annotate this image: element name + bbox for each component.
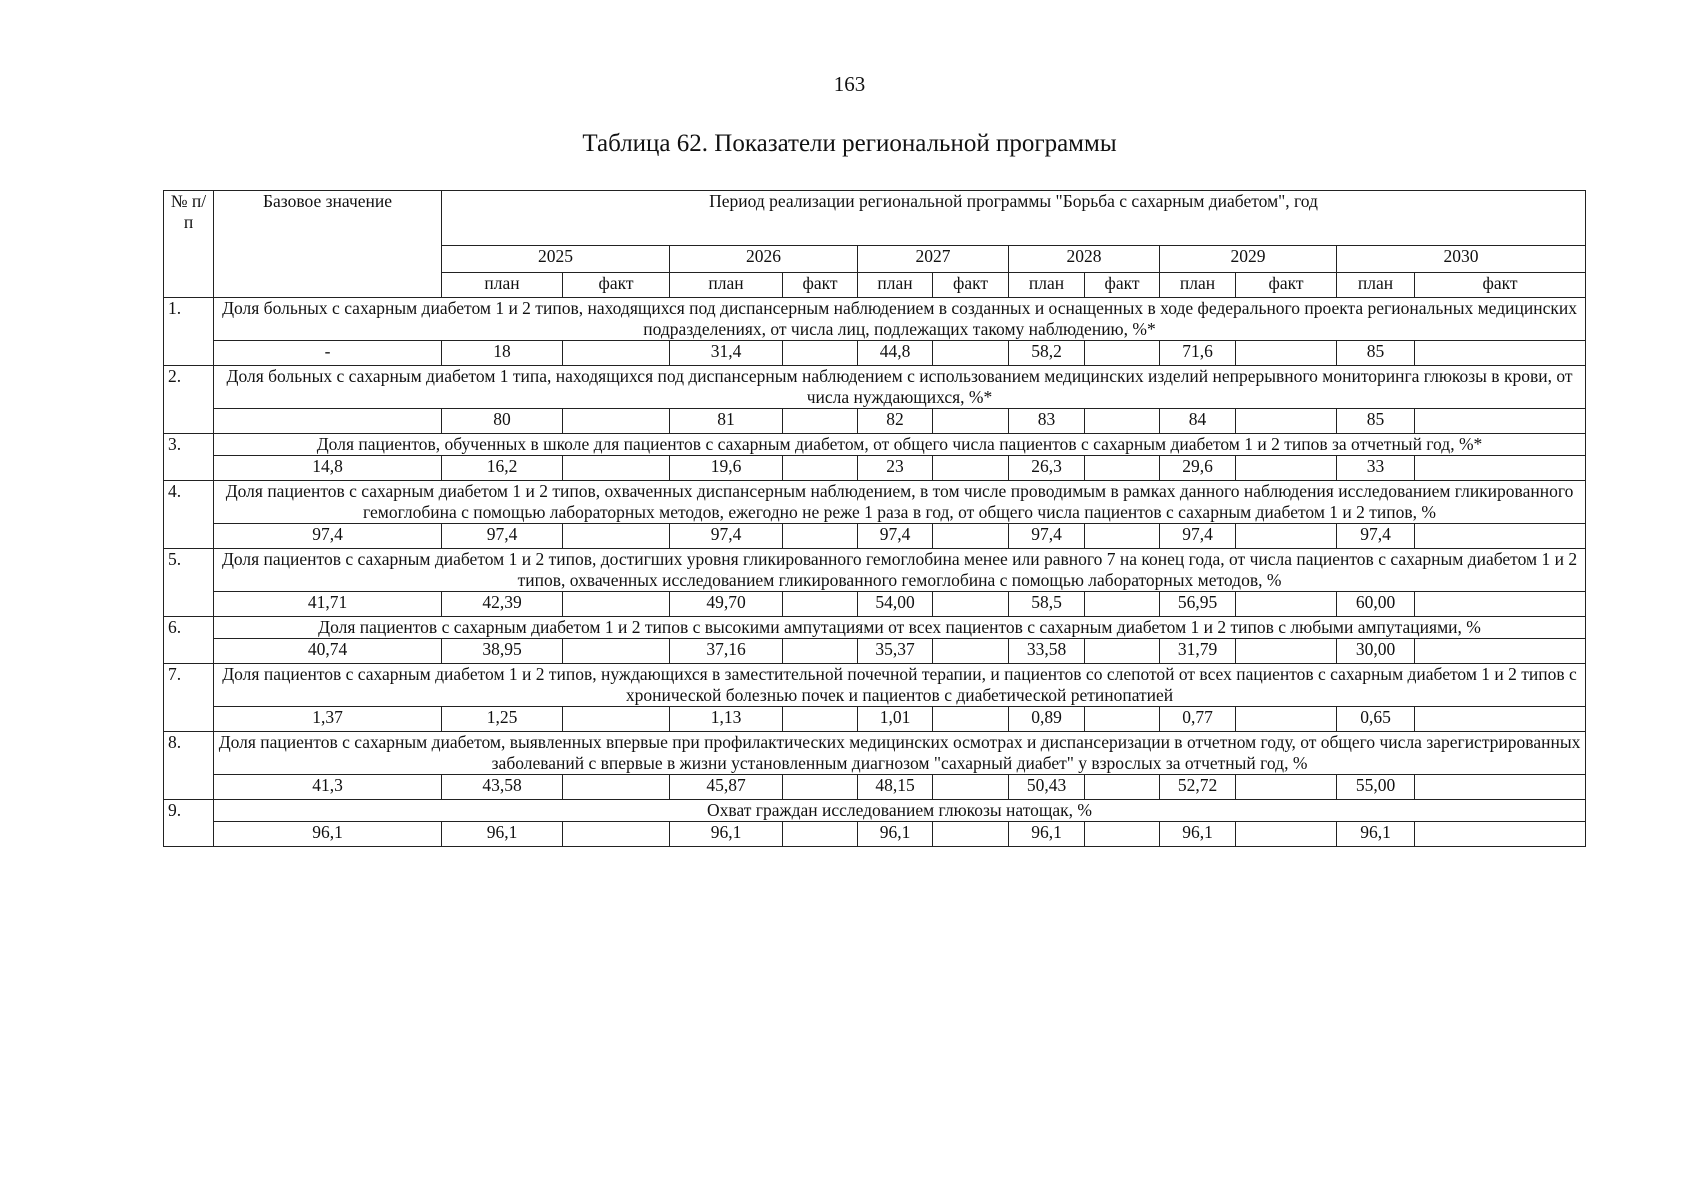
plan-value: 54,00 — [858, 592, 933, 617]
fact-value — [783, 775, 858, 800]
plan-value: 85 — [1337, 341, 1415, 366]
plan-value: 85 — [1337, 409, 1415, 434]
indicator-description-row — [164, 298, 1586, 341]
header-base-value: Базовое значение — [214, 191, 442, 298]
indicator-description: Доля пациентов с сахарным диабетом 1 и 2 типов, достигших уровня гликированного гемоглобина менее или равного 7 на конец года, от числа пациентов с сахарным диабетом 1 и 2 типов, охваченных исследованием гликированного гемоглобина с помощью лабораторных методов, % — [214, 549, 1586, 592]
plan-value: 44,8 — [858, 341, 933, 366]
row-number: 8. — [164, 732, 214, 800]
plan-value: 97,4 — [1009, 524, 1085, 549]
indicator-values-row — [164, 592, 1586, 617]
indicator-description: Охват граждан исследованием глюкозы натощак, % — [214, 800, 1586, 822]
fact-value — [563, 456, 670, 481]
plan-value: 0,89 — [1009, 707, 1085, 732]
fact-value — [1415, 409, 1586, 434]
fact-value — [933, 775, 1009, 800]
row-number: 1. — [164, 298, 214, 366]
plan-value: 35,37 — [858, 639, 933, 664]
header-plan: план — [1337, 273, 1415, 298]
row-number: 4. — [164, 481, 214, 549]
header-year: 2026 — [670, 246, 858, 273]
fact-value — [563, 592, 670, 617]
plan-value: 23 — [858, 456, 933, 481]
row-number: 9. — [164, 800, 214, 847]
header-plan: план — [670, 273, 783, 298]
plan-value: 26,3 — [1009, 456, 1085, 481]
plan-value: 1,13 — [670, 707, 783, 732]
plan-value: 42,39 — [442, 592, 563, 617]
plan-value: 29,6 — [1160, 456, 1236, 481]
indicator-values-row — [164, 707, 1586, 732]
fact-value — [1415, 456, 1586, 481]
fact-value — [1236, 639, 1337, 664]
fact-value — [563, 639, 670, 664]
indicator-values-row — [164, 822, 1586, 847]
fact-value — [1415, 639, 1586, 664]
plan-value: 55,00 — [1337, 775, 1415, 800]
plan-value: 0,65 — [1337, 707, 1415, 732]
plan-value: 37,16 — [670, 639, 783, 664]
plan-value: 71,6 — [1160, 341, 1236, 366]
plan-value: 19,6 — [670, 456, 783, 481]
header-fact: факт — [563, 273, 670, 298]
header-plan: план — [442, 273, 563, 298]
fact-value — [1236, 592, 1337, 617]
indicator-values-row — [164, 456, 1586, 481]
row-number: 6. — [164, 617, 214, 664]
header-fact: факт — [933, 273, 1009, 298]
indicator-description: Доля больных с сахарным диабетом 1 и 2 типов, находящихся под диспансерным наблюдением в созданных и оснащенных в ходе федерального проекта региональных медицинских подразделениях, от числа лиц, подлежащих такому наблюдению, %* — [214, 298, 1586, 341]
row-number: 5. — [164, 549, 214, 617]
plan-value: 96,1 — [1009, 822, 1085, 847]
indicator-description: Доля пациентов с сахарным диабетом 1 и 2 типов, охваченных диспансерным наблюдением, в том числе проводимым в рамках данного наблюдения исследованием гликированного гемоглобина с помощью лабораторных методов, ежегодно не реже 1 раза в год, от общего числа пациентов с сахарным диабетом 1 и 2 типов, % — [214, 481, 1586, 524]
header-fact: факт — [783, 273, 858, 298]
plan-value: 80 — [442, 409, 563, 434]
fact-value — [1085, 524, 1160, 549]
fact-value — [1085, 456, 1160, 481]
plan-value: 97,4 — [1337, 524, 1415, 549]
fact-value — [1085, 707, 1160, 732]
plan-value: 96,1 — [858, 822, 933, 847]
plan-value: 1,25 — [442, 707, 563, 732]
plan-value: 96,1 — [1160, 822, 1236, 847]
fact-value — [783, 639, 858, 664]
fact-value — [563, 822, 670, 847]
plan-value: 96,1 — [442, 822, 563, 847]
plan-value: 97,4 — [442, 524, 563, 549]
plan-value: 97,4 — [858, 524, 933, 549]
indicator-description-row — [164, 549, 1586, 592]
header-year: 2028 — [1009, 246, 1160, 273]
fact-value — [1236, 524, 1337, 549]
base-value: 96,1 — [214, 822, 442, 847]
header-fact: факт — [1236, 273, 1337, 298]
fact-value — [563, 707, 670, 732]
base-value: 97,4 — [214, 524, 442, 549]
plan-value: 0,77 — [1160, 707, 1236, 732]
plan-value: 97,4 — [1160, 524, 1236, 549]
row-number: 7. — [164, 664, 214, 732]
plan-value: 81 — [670, 409, 783, 434]
indicator-description-row — [164, 732, 1586, 775]
indicator-description: Доля пациентов, обученных в школе для пациентов с сахарным диабетом, от общего числа пациентов с сахарным диабетом 1 и 2 типов за отчетный год, %* — [214, 434, 1586, 456]
header-fact: факт — [1415, 273, 1586, 298]
plan-value: 48,15 — [858, 775, 933, 800]
plan-value: 16,2 — [442, 456, 563, 481]
plan-value: 97,4 — [670, 524, 783, 549]
plan-value: 1,01 — [858, 707, 933, 732]
fact-value — [933, 639, 1009, 664]
table-title: Таблица 62. Показатели региональной программы — [582, 130, 1117, 157]
header-year: 2029 — [1160, 246, 1337, 273]
plan-value: 56,95 — [1160, 592, 1236, 617]
fact-value — [1236, 341, 1337, 366]
indicator-values-row — [164, 409, 1586, 434]
fact-value — [933, 409, 1009, 434]
fact-value — [1236, 456, 1337, 481]
plan-value: 50,43 — [1009, 775, 1085, 800]
indicator-description: Доля больных с сахарным диабетом 1 типа, находящихся под диспансерным наблюдением с использованием медицинских изделий непрерывного мониторинга глюкозы в крови, от числа нуждающихся, %* — [214, 366, 1586, 409]
base-value: 40,74 — [214, 639, 442, 664]
fact-value — [1085, 341, 1160, 366]
plan-value: 58,5 — [1009, 592, 1085, 617]
fact-value — [783, 341, 858, 366]
fact-value — [563, 409, 670, 434]
header-number: № п/п — [164, 191, 214, 298]
indicator-description-row — [164, 617, 1586, 639]
plan-value: 33 — [1337, 456, 1415, 481]
fact-value — [933, 341, 1009, 366]
fact-value — [783, 592, 858, 617]
fact-value — [1415, 707, 1586, 732]
page-number: 163 — [833, 72, 866, 96]
fact-value — [563, 524, 670, 549]
indicator-description-row — [164, 664, 1586, 707]
fact-value — [1415, 775, 1586, 800]
header-year: 2030 — [1337, 246, 1586, 273]
fact-value — [933, 524, 1009, 549]
indicator-values-row — [164, 341, 1586, 366]
base-value: 41,71 — [214, 592, 442, 617]
indicator-description: Доля пациентов с сахарным диабетом, выявленных впервые при профилактических медицинских осмотрах и диспансеризации в отчетном году, от общего числа зарегистрированных заболеваний с впервые в жизни установленным диагнозом "сахарный диабет" у взрослых за отчетный год, % — [214, 732, 1586, 775]
plan-value: 96,1 — [670, 822, 783, 847]
header-period: Период реализации региональной программы "Борьба с сахарным диабетом", год — [442, 191, 1586, 246]
fact-value — [1085, 592, 1160, 617]
plan-value: 45,87 — [670, 775, 783, 800]
base-value: - — [214, 341, 442, 366]
indicator-description: Доля пациентов с сахарным диабетом 1 и 2 типов с высокими ампутациями от всех пациентов с сахарным диабетом 1 и 2 типов с любыми ампутациями, % — [214, 617, 1586, 639]
fact-value — [1415, 822, 1586, 847]
base-value: 41,3 — [214, 775, 442, 800]
base-value: 14,8 — [214, 456, 442, 481]
base-value: 1,37 — [214, 707, 442, 732]
plan-value: 83 — [1009, 409, 1085, 434]
plan-value: 49,70 — [670, 592, 783, 617]
fact-value — [933, 456, 1009, 481]
plan-value: 30,00 — [1337, 639, 1415, 664]
plan-value: 38,95 — [442, 639, 563, 664]
base-value — [214, 409, 442, 434]
plan-value: 33,58 — [1009, 639, 1085, 664]
fact-value — [783, 822, 858, 847]
fact-value — [783, 409, 858, 434]
indicator-values-row — [164, 524, 1586, 549]
indicator-values-row — [164, 639, 1586, 664]
fact-value — [933, 592, 1009, 617]
fact-value — [1415, 592, 1586, 617]
fact-value — [1236, 707, 1337, 732]
plan-value: 43,58 — [442, 775, 563, 800]
fact-value — [1085, 822, 1160, 847]
fact-value — [933, 707, 1009, 732]
plan-value: 31,4 — [670, 341, 783, 366]
fact-value — [1236, 775, 1337, 800]
plan-value: 60,00 — [1337, 592, 1415, 617]
header-year: 2025 — [442, 246, 670, 273]
fact-value — [563, 341, 670, 366]
fact-value — [563, 775, 670, 800]
fact-value — [783, 524, 858, 549]
fact-value — [933, 822, 1009, 847]
fact-value — [1236, 409, 1337, 434]
plan-value: 18 — [442, 341, 563, 366]
indicator-description-row — [164, 800, 1586, 822]
plan-value: 84 — [1160, 409, 1236, 434]
fact-value — [783, 707, 858, 732]
plan-value: 58,2 — [1009, 341, 1085, 366]
fact-value — [1236, 822, 1337, 847]
header-fact: факт — [1085, 273, 1160, 298]
plan-value: 96,1 — [1337, 822, 1415, 847]
indicator-description-row — [164, 366, 1586, 409]
indicators-table — [163, 190, 1586, 847]
plan-value: 31,79 — [1160, 639, 1236, 664]
fact-value — [1085, 409, 1160, 434]
header-plan: план — [1160, 273, 1236, 298]
plan-value: 82 — [858, 409, 933, 434]
fact-value — [783, 456, 858, 481]
header-plan: план — [858, 273, 933, 298]
fact-value — [1415, 524, 1586, 549]
fact-value — [1415, 341, 1586, 366]
fact-value — [1085, 639, 1160, 664]
header-plan: план — [1009, 273, 1085, 298]
row-number: 3. — [164, 434, 214, 481]
fact-value — [1085, 775, 1160, 800]
plan-value: 52,72 — [1160, 775, 1236, 800]
header-year: 2027 — [858, 246, 1009, 273]
indicator-description-row — [164, 481, 1586, 524]
indicator-description: Доля пациентов с сахарным диабетом 1 и 2 типов, нуждающихся в заместительной почечной терапии, и пациентов со слепотой от всех пациентов с сахарным диабетом 1 и 2 типов с хронической болезнью почек и пациентов с диабетической ретинопатией — [214, 664, 1586, 707]
row-number: 2. — [164, 366, 214, 434]
indicator-values-row — [164, 775, 1586, 800]
indicator-description-row — [164, 434, 1586, 456]
